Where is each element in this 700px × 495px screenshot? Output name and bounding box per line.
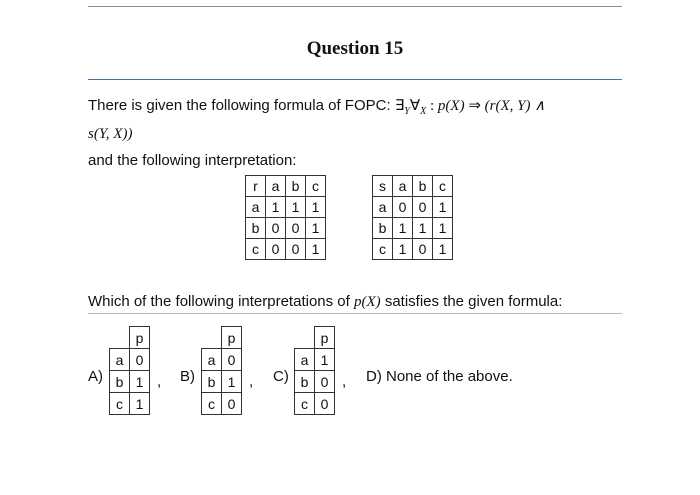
option-separator: ,: [249, 373, 254, 390]
question-math: p(X): [353, 294, 381, 310]
formula-quantifiers: $\exists_Y\forall_X$ : p(X) ⇒ (r(X, Y) ∧: [394, 98, 546, 117]
table-row: a 1 1 1: [246, 197, 326, 218]
table-row: b 0 0 1: [246, 218, 326, 239]
question-title: Question 15: [306, 38, 404, 59]
relation-s-table: [372, 175, 453, 260]
formula-intro-text: There is given the following formula of FOPC:: [88, 97, 391, 114]
top-divider: [88, 6, 622, 7]
implies-symbol: ⇒: [468, 98, 481, 114]
option-separator: ,: [157, 373, 162, 390]
question-prompt: Which of the following interpretations of p(X) satisfies the given formula:: [88, 293, 563, 310]
table-row: a 0: [110, 349, 150, 371]
table-row: b 0: [295, 371, 335, 393]
table-header-row: s a b c: [373, 176, 453, 197]
formula-lhs: p(X): [437, 98, 465, 114]
table-header-row: r a b c: [246, 176, 326, 197]
option-b-table: [201, 326, 242, 415]
option-b-label: B): [180, 368, 195, 385]
title-divider: [88, 79, 622, 80]
table-row: c 0: [202, 393, 242, 415]
option-d-label: D) None of the above.: [366, 368, 513, 385]
interpretation-label: and the following interpretation:: [88, 152, 297, 169]
table-row: c 0: [295, 393, 335, 415]
option-a-label: A): [88, 368, 103, 385]
table-row: c 0 0 1: [246, 239, 326, 260]
formula-intro-line: [88, 96, 545, 117]
option-a-table: [109, 326, 150, 415]
option-c-label: C): [273, 368, 289, 385]
formula-rhs-part2: s(Y, X)): [88, 126, 133, 142]
table-row: a 0: [202, 349, 242, 371]
table-row: b 1 1 1: [373, 218, 453, 239]
option-c-table: [294, 326, 335, 415]
table-header-row: p: [110, 327, 150, 349]
question-divider: [88, 313, 622, 314]
option-separator: ,: [342, 373, 347, 390]
table-header-row: p: [202, 327, 242, 349]
table-row: b 1: [110, 371, 150, 393]
table-row: b 1: [202, 371, 242, 393]
table-row: c 1 0 1: [373, 239, 453, 260]
table-row: a 1: [295, 349, 335, 371]
table-row: a 0 0 1: [373, 197, 453, 218]
relation-r-table: [245, 175, 326, 260]
table-row: c 1: [110, 393, 150, 415]
table-header-row: p: [295, 327, 335, 349]
formula-rhs-part1: (r(X, Y) ∧: [484, 98, 546, 114]
